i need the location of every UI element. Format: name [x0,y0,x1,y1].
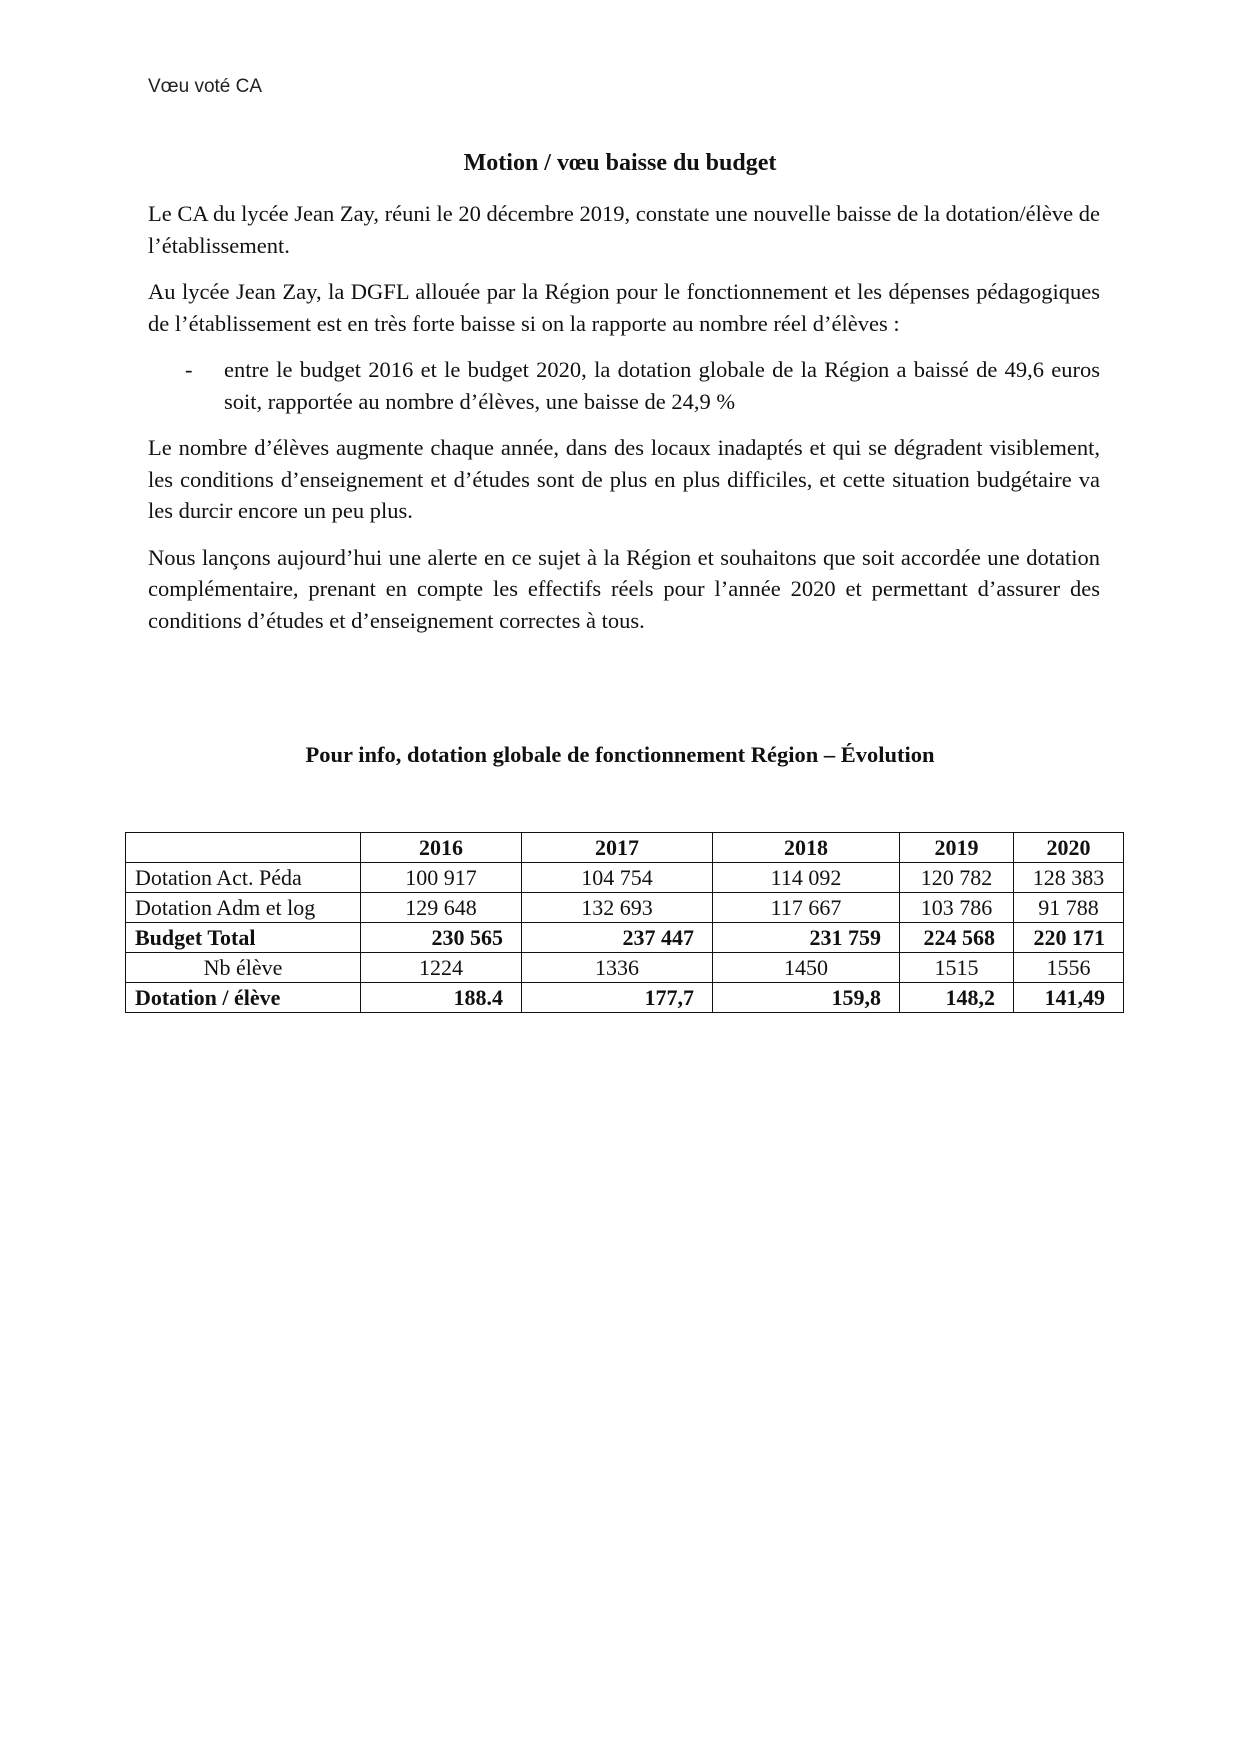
table-subtitle: Pour info, dotation globale de fonctionnement Région – Évolution [305,742,935,767]
motion-body [148,198,1100,651]
table-cell: 1224 [361,953,522,983]
table-header-cell: 2019 [900,833,1014,863]
table-cell: 117 667 [713,893,900,923]
table-cell: 188.4 [361,983,522,1013]
table-row [126,953,1124,983]
table-cell: 128 383 [1014,863,1124,893]
table-cell: 129 648 [361,893,522,923]
table-cell: 114 092 [713,863,900,893]
table-cell: 1450 [713,953,900,983]
table-header-cell: 2016 [361,833,522,863]
row-label: Dotation / élève [126,983,361,1013]
table-row [126,893,1124,923]
table-cell: 1336 [522,953,713,983]
table-header-cell: 2017 [522,833,713,863]
table-cell: 120 782 [900,863,1014,893]
table-cell: 224 568 [900,923,1014,953]
bullet-item [148,354,1100,417]
row-label: Dotation Act. Péda [126,863,361,893]
table-cell: 159,8 [713,983,900,1013]
paragraph: Le nombre d’élèves augmente chaque année, dans des locaux inadaptés et qui se dégradent visiblement, les conditions d’enseignement et d’études sont de plus en plus difficiles, et cette situation budgétaire va les durcir encore un peu plus. [148,435,1100,523]
budget-table [125,832,1124,1013]
paragraph: Le CA du lycée Jean Zay, réuni le 20 décembre 2019, constate une nouvelle baisse de la dotation/élève de l’établissement. [148,201,1100,258]
table-cell: 220 171 [1014,923,1124,953]
table-cell: 91 788 [1014,893,1124,923]
table-header-cell: 2020 [1014,833,1124,863]
table-row [126,863,1124,893]
document-title: Motion / vœu baisse du budget [463,150,777,176]
table-cell: 230 565 [361,923,522,953]
table-cell: 148,2 [900,983,1014,1013]
table-cell: 237 447 [522,923,713,953]
paragraph: Au lycée Jean Zay, la DGFL allouée par la Région pour le fonctionnement et les dépenses pédagogiques de l’établissement est en très forte baisse si on la rapporte au nombre réel d’élèves : [148,279,1100,336]
table-cell: 104 754 [522,863,713,893]
table-cell: 1515 [900,953,1014,983]
table-row-per-student [126,983,1124,1013]
table-cell: 177,7 [522,983,713,1013]
row-label: Nb élève [126,953,361,983]
table-cell: 1556 [1014,953,1124,983]
bullet-text: entre le budget 2016 et le budget 2020, la dotation globale de la Région a baissé de 49,6 euros soit, rapportée au nombre d’élèves, une baisse de 24,9 % [224,357,1100,414]
table-cell: 231 759 [713,923,900,953]
table-cell: 100 917 [361,863,522,893]
table-header-cell: 2018 [713,833,900,863]
row-label: Dotation Adm et log [126,893,361,923]
table-cell: 141,49 [1014,983,1124,1013]
paragraph: Nous lançons aujourd’hui une alerte en ce sujet à la Région et souhaitons que soit accordée une dotation complémentaire, prenant en compte les effectifs réels pour l’année 2020 et permettant d’assurer des conditions d’études et d’enseignement correctes à tous. [148,544,1100,633]
table-cell: 132 693 [522,893,713,923]
table-header-row [126,833,1124,863]
header-note: Vœu voté CA [148,76,263,97]
table-row-total [126,923,1124,953]
row-label: Budget Total [126,923,361,953]
table-header-cell [126,833,361,863]
table-cell: 103 786 [900,893,1014,923]
bullet-marker: - [185,357,193,382]
